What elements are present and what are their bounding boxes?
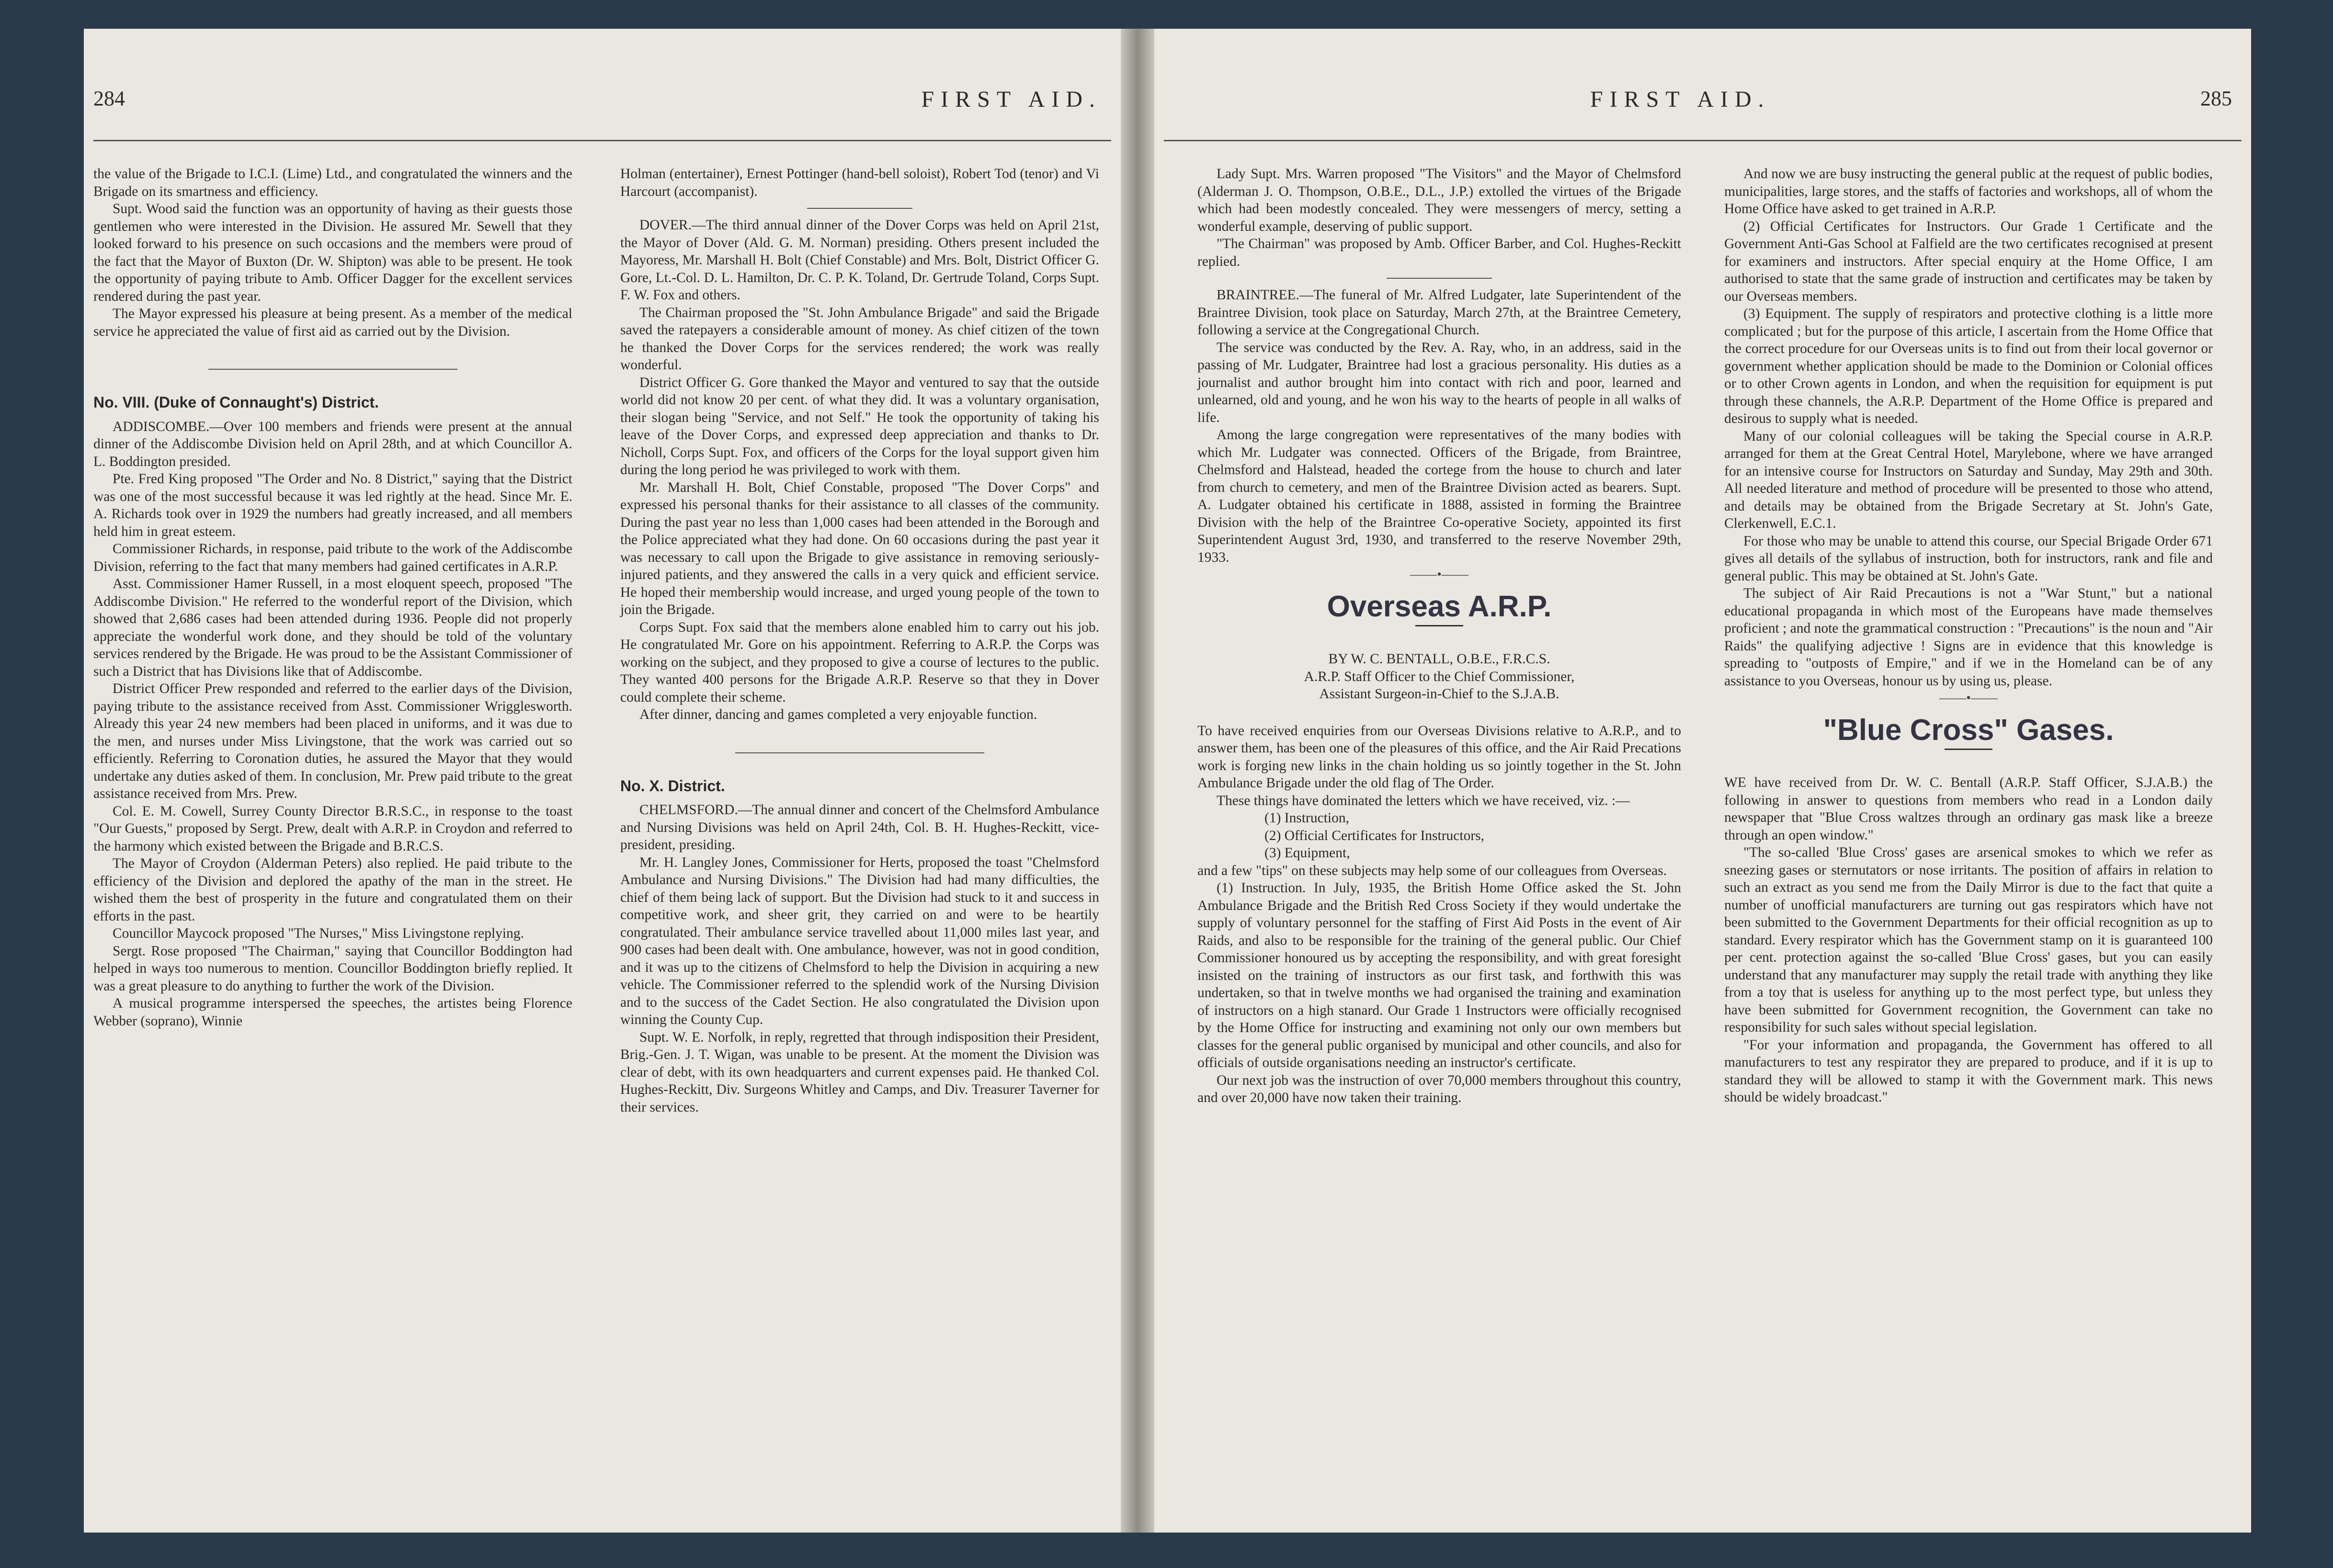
left-header-rule <box>93 140 1111 141</box>
paragraph: Corps Supt. Fox said that the members alone enabled him to carry out his job. He congratulated Mr. Gore on his appointment. Referring to A.R.P. the Corps was working on the subject, and they proposed to give a course of lectures to the public. They wanted 400 persons for the Brigade A.R.P. Reserve so that they in Dover could complete their scheme. <box>620 619 1099 705</box>
right-running-head: FIRST AID. <box>1590 87 1771 112</box>
left-page-number: 284 <box>93 87 125 110</box>
paragraph: The service was conducted by the Rev. A. Ray, who, in an address, said in the passing of Mr. Ludgater, Braintree had lost a gracious personality. His duties as a journalist and author brought him into contact with rich and poor, learned and unlearned, old and young, and he won his way to the hearts of people in all walks of life. <box>1197 340 1681 425</box>
section-divider <box>735 752 984 753</box>
paragraph: Pte. Fred King proposed "The Order and No. 8 District," saying that the District was one of the most successful because it was led rightly at the head. Since Mr. E. A. Richards took over in 1929 the numbers had greatly increased, and all members held him in great esteem. <box>93 471 572 539</box>
list-item: (2) Official Certificates for Instructors, <box>1264 828 1484 843</box>
paragraph: "The so-called 'Blue Cross' gases are arsenical smokes to which we refer as sneezing gases or sternutators or nose irritants. The position of affairs in relation to such an extract as you send me from the Daily Mirror is due to the fact that quite a number of unofficial manufacturers are turning out gas respirators which have not been submitted to the Government Departments for their official recognition as up to standard. Every respirator which has the Government stamp on it is guaranteed 100 per cent. protection against the so-called 'Blue Cross' gases, but you can easily understand that any manufacturer may supply the retail trade with anything they like from a toy that is useless for anything up to the most perfect type, but unless they have been submitted for Government recognition, the Government can take no responsibility for such sales without special legislation. <box>1724 845 2213 1035</box>
paragraph: "For your information and propaganda, the Government has offered to all manufacturers to test any respirator they are prepared to produce, and if it is up to standard they will be allowed to stamp it with the Government mark. This news should be widely broadcast." <box>1724 1037 2213 1105</box>
paragraph: After dinner, dancing and games completed a very enjoyable function. <box>639 707 1037 722</box>
left-page-header <box>84 86 1121 125</box>
paragraph: For those who may be unable to attend this course, our Special Brigade Order 671 gives all details of the syllabus of instruction, both for instructors, rank and file and general public. This may be obtained at St. John's Gate. <box>1724 533 2213 584</box>
paragraph: To have received enquiries from our Overseas Divisions relative to A.R.P., and to answer them, has been one of the pleasures of this office, and the Air Raid Precations work is forging new links in the chain holding us so jointly together in the St. John Ambulance Brigade under the old flag of The Order. <box>1197 723 1681 791</box>
district-heading: No. X. District. <box>620 777 725 795</box>
paragraph: (1) Instruction. In July, 1935, the British Home Office asked the St. John Ambulance Brigade and the British Red Cross Society if they would undertake the supply of voluntary personnel for the staffing of First Aid Posts in the event of Air Raids, and also to be responsible for the training of the general public. Our Chief Commissioner honoured us by accepting the responsibility, and with great foresight insisted on the training of instructors as our first task, and forthwith this was undertaken, so that in twelve months we had organised the training and examination of instructors on a high stanard. Our Grade 1 Instructors were officially recognised by the Home Office for instructing and examining not only our own members but classes for the general public organised by municipal and other councils, and also for officials of outside organisations needing an instructor's certificate. <box>1197 880 1681 1070</box>
list-item: (1) Instruction, <box>1264 810 1349 826</box>
article-title: "Blue Cross" Gases. <box>1823 713 2114 747</box>
left-column-2 <box>620 165 1099 1116</box>
byline: A.R.P. Staff Officer to the Chief Commissioner, <box>1304 669 1575 684</box>
paragraph: WE have received from Dr. W. C. Bentall (A.R.P. Staff Officer, S.J.A.B.) the following in answer to questions from members who read in a London daily newspaper that "Blue Cross waltzes through an ordinary gas mask like a breeze through an open window." <box>1724 775 2213 843</box>
spacer <box>1197 703 1681 722</box>
right-page-number: 285 <box>2200 87 2232 110</box>
left-column-1 <box>93 165 572 1030</box>
left-page <box>84 29 1121 1533</box>
ornament-divider: ——•—— <box>1939 691 1998 705</box>
paragraph: (3) Equipment. The supply of respirators and protective clothing is a little more complicated ; but for the purpose of this article, I ascertain from the Home Office that the correct procedure for our Overseas units is to find out from their local governor or government whether application should be made to the Dominion or Colonial offices or to other Crown agents in London, and when the requisition for equipment is put through these channels, the A.R.P. Department of the Home Office is prepared and desirous to supply what is needed. <box>1724 306 2213 426</box>
article-title: Overseas A.R.P. <box>1327 590 1552 623</box>
paragraph: These things have dominated the letters which we have received, viz. :— <box>1217 793 1630 808</box>
section-divider <box>208 369 457 370</box>
paragraph: Sergt. Rose proposed "The Chairman," saying that Councillor Boddington had helped in ways too numerous to mention. Councillor Boddington briefly replied. It was a great pleasure to do anything to further the work of the Division. <box>93 943 572 994</box>
left-running-head: FIRST AID. <box>921 87 1102 112</box>
ornament-divider: ——•—— <box>1410 567 1468 582</box>
paragraph: The subject of Air Raid Precautions is not a "War Stunt," but a national educational propaganda in which most of the Europeans have made themselves proficient ; and note the grammatical construction : "Precautions" is the noun and "Air Raids" the qualifying adjective ! Signs are in evidence that this knowledge is spreading to "outposts of Empire," and if we in the Homeland can be of any assistance to you Overseas, honour us by using us, please. <box>1724 586 2213 689</box>
title-rule <box>1945 749 1992 750</box>
paragraph: Lady Supt. Mrs. Warren proposed "The Visitors" and the Mayor of Chelmsford (Alderman J. O. Thompson, O.B.E., D.L., J.P.) extolled the virtues of the Brigade which had been modestly concealed. They were messengers of mercy, setting a wonderful example, deserving of public support. <box>1197 166 1681 234</box>
paragraph: CHELMSFORD.—The annual dinner and concert of the Chelmsford Ambulance and Nursing Divisions was held on April 24th, Col. B. H. Hughes-Reckitt, vice-president, presiding. <box>620 802 1099 852</box>
paragraph: Commissioner Richards, in response, paid tribute to the work of the Addiscombe Division, referring to the fact that many members had gained certificates in A.R.P. <box>93 541 572 574</box>
title-rule <box>1415 625 1463 626</box>
book-spine <box>1121 29 1154 1533</box>
paragraph: ADDISCOMBE.—Over 100 members and friends were present at the annual dinner of the Addiscombe Division held on April 28th, and at which Councillor A. L. Boddington presided. <box>93 419 572 469</box>
right-header-rule <box>1164 140 2242 141</box>
byline: Assistant Surgeon-in-Chief to the S.J.A.B. <box>1319 686 1559 702</box>
district-heading: No. VIII. (Duke of Connaught's) District. <box>93 394 379 411</box>
short-divider <box>1387 278 1492 279</box>
byline: BY W. C. BENTALL, O.B.E., F.R.C.S. <box>1328 651 1550 667</box>
short-divider <box>807 208 912 209</box>
right-page-header <box>1154 86 2251 125</box>
paragraph: (2) Official Certificates for Instructors. Our Grade 1 Certificate and the Government Anti-Gas School at Falfield are the two certificates recognised at present for examiners and instructors. After special enquiry at the Home Office, I am authorised to state that the same grade of instruction and certificates may be taken by our Overseas members. <box>1724 218 2213 304</box>
paragraph: Holman (entertainer), Ernest Pottinger (hand-bell soloist), Robert Tod (tenor) and Vi Harcourt (accompanist). <box>620 166 1099 199</box>
paragraph: And now we are busy instructing the general public at the request of public bodies, municipalities, large stores, and the staffs of factories and workshops, all of whom the Home Office have asked to get trained in A.R.P. <box>1724 166 2213 216</box>
paragraph: A musical programme interspersed the speeches, the artistes being Florence Webber (soprano), Winnie <box>93 996 572 1029</box>
list-item: (3) Equipment, <box>1264 845 1350 861</box>
paragraph: Col. E. M. Cowell, Surrey County Director B.R.S.C., in response to the toast "Our Guests," proposed by Sergt. Prew, dealt with A.R.P. in Croydon and referred to the harmony which existed between the Brigade and B.R.C.S. <box>93 803 572 854</box>
paragraph: Our next job was the instruction of over 70,000 members throughout this country, and over 20,000 have now taken their training. <box>1197 1072 1681 1105</box>
paragraph: Supt. W. E. Norfolk, in reply, regretted that through indisposition their President, Brig.-Gen. J. T. Wigan, was unable to be present. At the moment the Division was clear of debt, with its own headquarters and current expenses paid. He thanked Col. Hughes-Reckitt, Div. Surgeons Whitley and Camps, and Div. Treasurer Taverner for their services. <box>620 1029 1099 1115</box>
paragraph: The Mayor of Croydon (Alderman Peters) also replied. He paid tribute to the efficiency of the Division and deplored the apathy of the man in the street. He wished them the best of prosperity in the future and congratulated them on their efforts in the past. <box>93 856 572 924</box>
paragraph: Mr. H. Langley Jones, Commissioner for Herts, proposed the toast "Chelmsford Ambulance and Nursing Divisions." The Division had had many difficulties, the chief of them being lack of support. But the Division had stuck to it and success in competitive work, and sheer grit, they carried on and were to be heartily congratulated. Their ambulance service travelled about 11,000 miles last year, and 900 cases had been dealt with. One ambulance, however, was not in good condition, and it was up to the citizens of Chelmsford to help the Division in acquiring a new vehicle. The Commissioner referred to the splendid work of the Nursing Division and to the success of the Cadet Section. He also congratulated the Division upon winning the County Cup. <box>620 854 1099 1027</box>
right-page <box>1154 29 2251 1533</box>
paragraph: Councillor Maycock proposed "The Nurses," Miss Livingstone replying. <box>113 926 524 941</box>
paragraph: Mr. Marshall H. Bolt, Chief Constable, proposed "The Dover Corps" and expressed his personal thanks for their assistance to all classes of the community. During the past year no less than 1,000 cases had been attended in the Borough and the Police appreciated what they had done. On 60 occasions during the past year it was necessary to call upon the Brigade to give assistance in removing seriously-injured patients, and they answered the calls in a very quick and efficient service. He hoped their membership would increase, and urged young people of the town to join the Brigade. <box>620 479 1099 617</box>
paragraph: BRAINTREE.—The funeral of Mr. Alfred Ludgater, late Superintendent of the Braintree Division, took place on Saturday, March 27th, at the Braintree Cemetery, following a service at the Congregational Church. <box>1197 287 1681 338</box>
paragraph: District Officer G. Gore thanked the Mayor and ventured to say that the outside world did not know 20 per cent. of what they did. It was a voluntary organisation, their slogan being "Service, and not Self." He took the opportunity of taking his leave of the Dover Corps, and expressed deep appreciation and thanks to Dr. Nicholl, Corps Supt. Fox, and officers of the Corps for the loyal support given him during the long period he was privileged to work with them. <box>620 375 1099 477</box>
right-column-2 <box>1724 165 2213 1106</box>
paragraph: "The Chairman" was proposed by Amb. Officer Barber, and Col. Hughes-Reckitt replied. <box>1197 236 1681 269</box>
paragraph: Supt. Wood said the function was an opportunity of having as their guests those gentlemen who were interested in the Division. He assured Mr. Sewell that they looked forward to his presence on such occasions and the members were proud of the fact that the Mayor of Buxton (Dr. W. Shipton) was able to be present. He took the opportunity of paying tribute to Amb. Officer Dagger for the excellent services rendered during the past year. <box>93 201 572 304</box>
paragraph: Among the large congregation were representatives of the many bodies with which Mr. Ludgater was connected. Officers of the Brigade, from Braintree, Chelmsford and Halstead, headed the cortege from the house to church and later from church to cemetery, and men of the Braintree Division acted as bearers. Supt. A. Ludgater obtained his certificate in 1888, assisted in forming the Braintree Division with the help of the Braintree Co-operative Society, appointed its first Superintendent August 3rd, 1930, and transferred to the reserve November 29th, 1933. <box>1197 427 1681 565</box>
right-column-1 <box>1197 165 1681 1107</box>
paragraph: DOVER.—The third annual dinner of the Dover Corps was held on April 21st, the Mayor of Dover (Ald. G. M. Norman) presiding. Others present included the Mayoress, Mr. Marshall H. Bolt (Chief Constable) and Mrs. Bolt, District Officer G. Gore, Lt.-Col. D. L. Hamilton, Dr. C. P. K. Toland, Dr. Gertrude Toland, Corps Supt. F. W. Fox and others. <box>620 217 1099 303</box>
paragraph: The Chairman proposed the "St. John Ambulance Brigade" and said the Brigade saved the ratepayers a considerable amount of money. As chief citizen of the town he thanked the Dover Corps for the services rendered; the work was really wonderful. <box>620 305 1099 373</box>
paragraph: Asst. Commissioner Hamer Russell, in a most eloquent speech, proposed "The Addiscombe Division." He referred to the wonderful report of the Division, which showed that 2,686 cases had been attended during 1936. People did not properly appreciate the wonderful work done, and they should be told of the voluntary services rendered by the Brigade. He was proud to be the Assistant Commissioner of such a District that has Divisions like that of Addiscombe. <box>93 576 572 679</box>
paragraph: Many of our colonial colleagues will be taking the Special course in A.R.P. arranged for them at the Great Central Hotel, Marylebone, where we have arranged for an intensive course for Instructors on Saturday and Sunday, May 29th and 30th. All needed literature and method of procedure will be presented to those who attend, and details may be obtained from the Brigade Secretary at St. John's Gate, Clerkenwell, E.C.1. <box>1724 428 2213 531</box>
paragraph: District Officer Prew responded and referred to the earlier days of the Division, paying tribute to the assistance received from Asst. Commissioner Wrigglesworth. Already this year 24 new members had been placed in uniforms, and it was due to the men, and nurses under Miss Livingstone, that the work was carried out so efficiently. Referring to Coronation duties, he assured the Mayor that they would undertake any duties asked of them. In conclusion, Mr. Prew paid tribute to the great assistance received from Mrs. Prew. <box>93 681 572 801</box>
paragraph: and a few "tips" on these subjects may help some of our colleagues from Overseas. <box>1197 863 1667 878</box>
paragraph: The Mayor expressed his pleasure at being present. As a member of the medical service he appreciated the value of first aid as carried out by the Division. <box>93 306 572 339</box>
paragraph: the value of the Brigade to I.C.I. (Lime) Ltd., and congratulated the winners and the Brigade on its smartness and efficiency. <box>93 166 572 199</box>
